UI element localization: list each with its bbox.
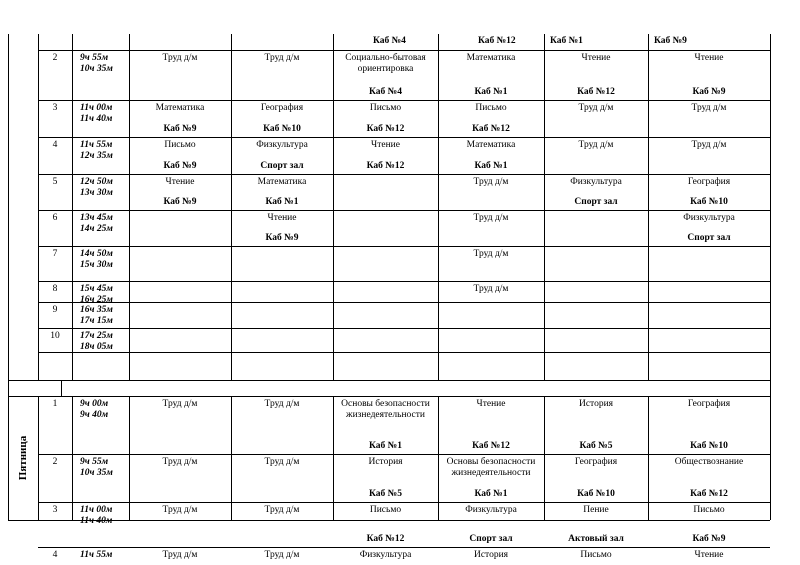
day-label: Пятница <box>17 435 29 481</box>
subject: Социально-бытовая ориентировка <box>345 53 426 74</box>
lesson-time: 11ч 40м <box>80 516 113 526</box>
subject: Труд д/м <box>162 505 198 515</box>
room-label: Каб №1 <box>474 161 508 171</box>
subject: Труд д/м <box>264 53 300 63</box>
lesson-time: 9ч 55м <box>80 53 109 63</box>
subject: Чтение <box>694 53 724 63</box>
row-divider <box>38 137 770 138</box>
subject: Труд д/м <box>264 399 300 409</box>
lesson-time: 16ч 25м <box>80 295 113 305</box>
subject: Труд д/м <box>264 550 300 560</box>
subject: Труд д/м <box>578 140 614 150</box>
row-divider <box>38 302 770 303</box>
subject: География <box>687 399 731 409</box>
lesson-number: 2 <box>52 53 58 63</box>
lesson-time: 15ч 45м <box>80 284 113 294</box>
lesson-time: 11ч 00м <box>80 103 113 113</box>
lesson-time: 13ч 30м <box>80 188 113 198</box>
row-divider <box>38 328 770 329</box>
subject: Математика <box>155 103 205 113</box>
timetable-sheet <box>8 34 770 560</box>
room-label: Спорт зал <box>469 534 513 544</box>
lesson-time: 9ч 55м <box>80 457 109 467</box>
row-divider <box>38 547 770 548</box>
room-label: Каб №12 <box>478 36 516 46</box>
lesson-time: 11ч 40м <box>80 114 113 124</box>
subject: Чтение <box>581 53 611 63</box>
subject: Письмо <box>164 140 196 150</box>
row-divider <box>38 100 770 101</box>
subject: Физкультура <box>256 140 308 150</box>
subject: Письмо <box>369 505 402 515</box>
room-label: Каб №9 <box>163 197 197 207</box>
room-label: Каб №5 <box>579 441 613 451</box>
lesson-time: 17ч 15м <box>80 316 113 326</box>
lesson-time: 18ч 05м <box>80 342 113 352</box>
room-label: Каб №9 <box>163 161 197 171</box>
column-divider <box>129 34 130 380</box>
subject: Труд д/м <box>162 550 198 560</box>
room-label: Каб №1 <box>474 87 508 97</box>
lesson-time: 13ч 45м <box>80 213 113 223</box>
outer-border-left <box>8 34 9 520</box>
lesson-number: 4 <box>52 550 58 560</box>
separator-divider <box>61 380 62 396</box>
lesson-number: 3 <box>52 103 58 113</box>
room-label: Каб №9 <box>163 124 197 134</box>
subject: Чтение <box>371 140 400 150</box>
lesson-number: 10 <box>50 331 60 341</box>
lesson-time: 10ч 35м <box>80 64 113 74</box>
subject: История <box>578 399 614 409</box>
lesson-time: 11ч 00м <box>80 505 113 515</box>
room-label: Каб №1 <box>369 441 402 451</box>
column-divider <box>648 34 649 380</box>
lesson-number: 2 <box>52 457 58 467</box>
subject: Труд д/м <box>473 284 509 294</box>
subject: Труд д/м <box>162 457 198 467</box>
room-label: Спорт зал <box>574 197 618 207</box>
subject: Математика <box>466 140 516 150</box>
lesson-time: 14ч 25м <box>80 224 113 234</box>
column-divider <box>129 396 130 520</box>
lesson-time: 9ч 40м <box>80 410 109 420</box>
subject: Физкультура <box>359 550 412 560</box>
subject: Обществознание <box>674 457 744 467</box>
room-label: Каб №9 <box>692 534 726 544</box>
lesson-time: 9ч 00м <box>80 399 109 409</box>
subject: Письмо <box>475 103 507 113</box>
lesson-number: 7 <box>52 249 58 259</box>
lesson-number: 1 <box>52 399 58 409</box>
subject: Труд д/м <box>691 103 727 113</box>
lesson-time: 16ч 35м <box>80 305 113 315</box>
subject: Физкультура <box>570 177 622 187</box>
subject: Письмо <box>369 103 402 113</box>
room-label: Каб №1 <box>265 197 299 207</box>
subject: Основы безопасности жизнедеятельности <box>446 457 536 478</box>
subject: География <box>574 457 618 467</box>
room-label: Каб №4 <box>373 36 406 46</box>
room-label: Актовый зал <box>568 534 624 544</box>
room-label: Каб №9 <box>692 87 726 97</box>
row-divider <box>38 352 770 353</box>
column-divider <box>231 396 232 520</box>
subject: Письмо <box>693 505 725 515</box>
subject: Чтение <box>267 213 297 223</box>
lesson-time: 17ч 25м <box>80 331 113 341</box>
subject: Пение <box>583 505 609 515</box>
lesson-time: 15ч 30м <box>80 260 113 270</box>
subject: Труд д/м <box>578 103 614 113</box>
room-label: Каб №12 <box>366 124 405 134</box>
room-label: Каб №10 <box>263 124 301 134</box>
subject: Математика <box>257 177 307 187</box>
room-label: Каб №12 <box>366 161 405 171</box>
lesson-time: 10ч 35м <box>80 468 113 478</box>
row-divider <box>38 174 770 175</box>
lesson-number: 9 <box>52 305 58 315</box>
outer-border-right <box>770 34 771 520</box>
subject: Чтение <box>476 399 506 409</box>
room-label: Каб №12 <box>690 489 728 499</box>
room-label: Каб №10 <box>690 197 728 207</box>
subject: Труд д/м <box>162 399 198 409</box>
column-divider <box>333 396 334 520</box>
subject: Труд д/м <box>691 140 727 150</box>
room-label: Каб №12 <box>366 534 405 544</box>
lesson-number: 4 <box>52 140 58 150</box>
room-label: Каб №12 <box>472 441 510 451</box>
column-divider <box>231 34 232 380</box>
subject: Труд д/м <box>473 213 509 223</box>
column-divider <box>38 34 39 380</box>
row-divider <box>38 502 770 503</box>
subject: История <box>368 457 403 467</box>
lesson-time: 12ч 35м <box>80 151 113 161</box>
subject: География <box>687 177 731 187</box>
room-label: Каб №5 <box>369 489 402 499</box>
room-label: Каб №9 <box>265 233 299 243</box>
column-divider <box>438 34 439 380</box>
room-label: Спорт зал <box>687 233 731 243</box>
lesson-time: 12ч 50м <box>80 177 113 187</box>
subject: Математика <box>466 53 516 63</box>
room-label: Каб №12 <box>472 124 510 134</box>
lesson-number: 8 <box>52 284 58 294</box>
subject: Чтение <box>694 550 724 560</box>
separator-top <box>8 380 770 381</box>
subject: Основы безопасности жизнедеятельности <box>341 399 430 420</box>
subject: Чтение <box>165 177 195 187</box>
row-divider <box>38 210 770 211</box>
room-label: Каб №1 <box>474 489 508 499</box>
subject: Труд д/м <box>264 457 300 467</box>
room-label: Каб №12 <box>577 87 615 97</box>
column-divider <box>438 396 439 520</box>
column-divider <box>72 396 73 520</box>
lesson-time: 11ч 55м <box>80 550 113 560</box>
outer-border-bottom <box>8 520 770 521</box>
room-label: Каб №10 <box>577 489 615 499</box>
subject: Труд д/м <box>473 177 509 187</box>
column-divider <box>72 34 73 380</box>
room-label: Каб №1 <box>550 36 583 46</box>
room-label: Каб №10 <box>690 441 728 451</box>
separator-bottom <box>8 396 770 397</box>
subject: Труд д/м <box>473 249 509 259</box>
column-divider <box>648 396 649 520</box>
subject: История <box>473 550 509 560</box>
lesson-number: 5 <box>52 177 58 187</box>
row-divider <box>38 281 770 282</box>
lesson-time: 11ч 55м <box>80 140 113 150</box>
subject: Письмо <box>580 550 612 560</box>
subject: Труд д/м <box>162 53 198 63</box>
column-divider <box>544 396 545 520</box>
room-label: Каб №4 <box>369 87 402 97</box>
column-divider <box>544 34 545 380</box>
room-label: Спорт зал <box>260 161 304 171</box>
subject: География <box>260 103 304 113</box>
subject: Труд д/м <box>264 505 300 515</box>
row-divider <box>38 246 770 247</box>
lesson-time: 14ч 50м <box>80 249 113 259</box>
row-divider <box>38 50 770 51</box>
subject: Физкультура <box>465 505 517 515</box>
lesson-number: 6 <box>52 213 58 223</box>
room-label: Каб №9 <box>654 36 687 46</box>
subject: Физкультура <box>683 213 735 223</box>
lesson-number: 3 <box>52 505 58 515</box>
column-divider <box>333 34 334 380</box>
row-divider <box>38 454 770 455</box>
